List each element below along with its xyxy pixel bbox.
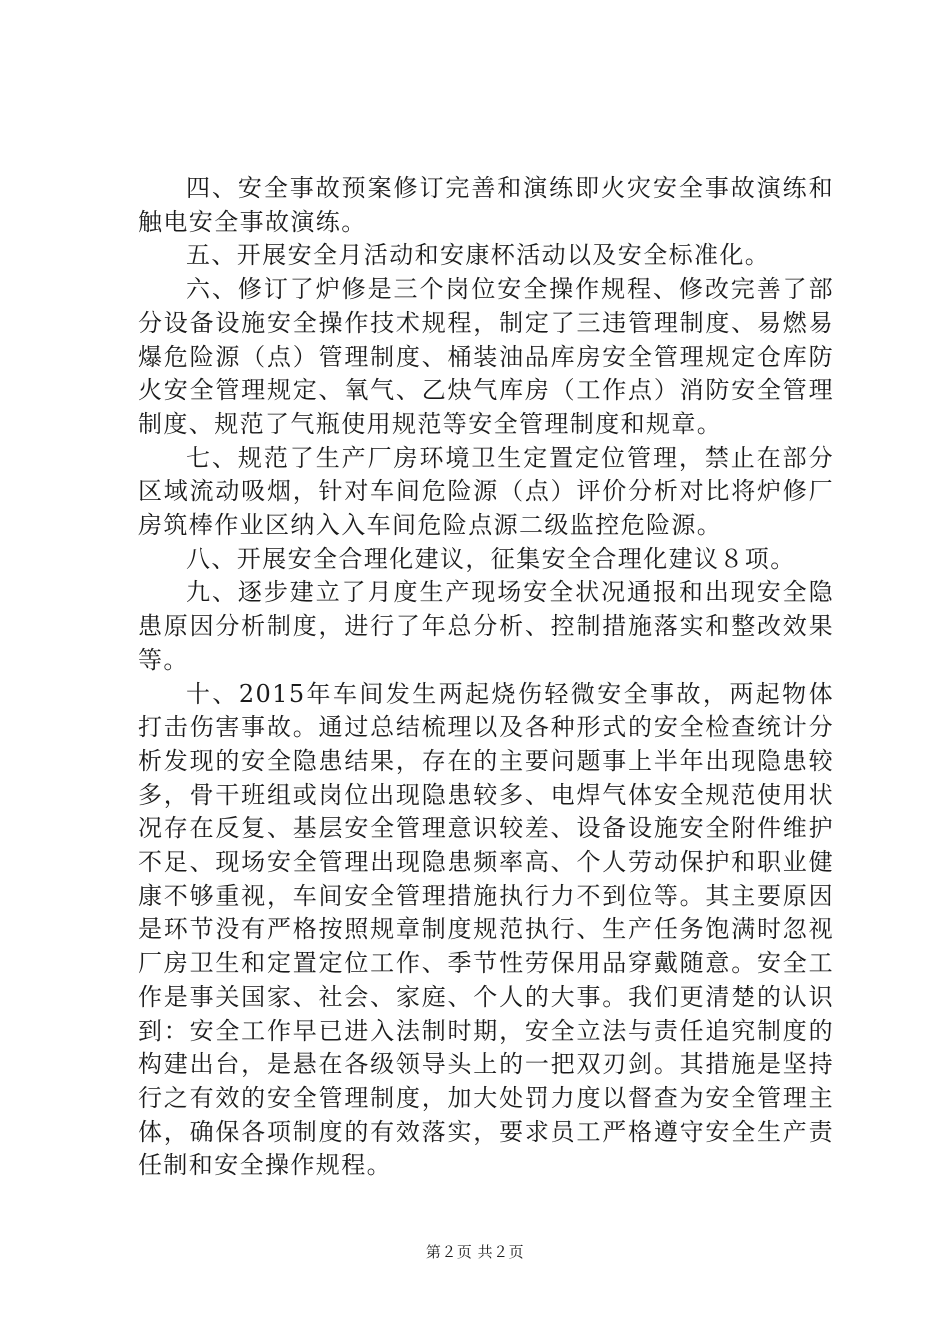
paragraph-5: 五、开展安全月活动和安康杯活动以及安全标准化。 (186, 241, 771, 270)
paragraph-9: 九、逐步建立了月度生产现场安全状况通报和出现安全隐患原因分析制度，进行了年总分析、控制措施落实和整改效果等。 (138, 578, 834, 674)
paragraph-10: 十、2015年车间发生两起烧伤轻微安全事故，两起物体打击伤害事故。通过总结梳理以及各种形式的安全检查统计分析发现的安全隐患结果，存在的主要问题事上半年出现隐患较多，骨干班组或岗位出现隐患较多、电焊气体安全规范使用状况存在反复、基层安全管理意识较差、设备设施安全附件维护不足、现场安全管理出现隐患频率高、个人劳动保护和职业健康不够重视，车间安全管理措施执行力不到位等。其主要原因是环节没有严格按照规章制度规范执行、生产任务饱满时忽视厂房卫生和定置定位工作、季节性劳保用品穿戴随意。安全工作是事关国家、社会、家庭、个人的大事。我们更清楚的认识到：安全工作早已进入法制时期，安全立法与责任追究制度的构建出台，是悬在各级领导头上的一把双刃剑。其措施是坚持行之有效的安全管理制度，加大处罚力度以督查为安全管理主体，确保各项制度的有效落实，要求员工严格遵守安全生产责任制和安全操作规程。 (138, 679, 834, 1180)
paragraph-4: 四、安全事故预案修订完善和演练即火灾安全事故演练和触电安全事故演练。 (138, 174, 834, 236)
paragraph-8: 八、开展安全合理化建议，征集安全合理化建议８项。 (186, 544, 796, 573)
page-total: 共２页 (477, 1243, 525, 1261)
page-footer (0, 1242, 950, 1262)
paragraph-7: 七、规范了生产厂房环境卫生定置定位管理，禁止在部分区域流动吸烟，针对车间危险源（点）评价分析对比将炉修厂房筑棒作业区纳入入车间危险点源二级监控危险源。 (138, 443, 834, 540)
paragraph-6: 六、修订了炉修是三个岗位安全操作规程、修改完善了部分设备设施安全操作技术规程，制定了三违管理制度、易燃易爆危险源（点）管理制度、桶装油品库房安全管理规定仓库防火安全管理规定、氧气、乙炔气库房（工作点）消防安全管理制度、规范了气瓶使用规范等安全管理制度和规章。 (138, 275, 834, 438)
page-number: 第２页 (425, 1243, 473, 1261)
document-body (138, 172, 834, 1183)
